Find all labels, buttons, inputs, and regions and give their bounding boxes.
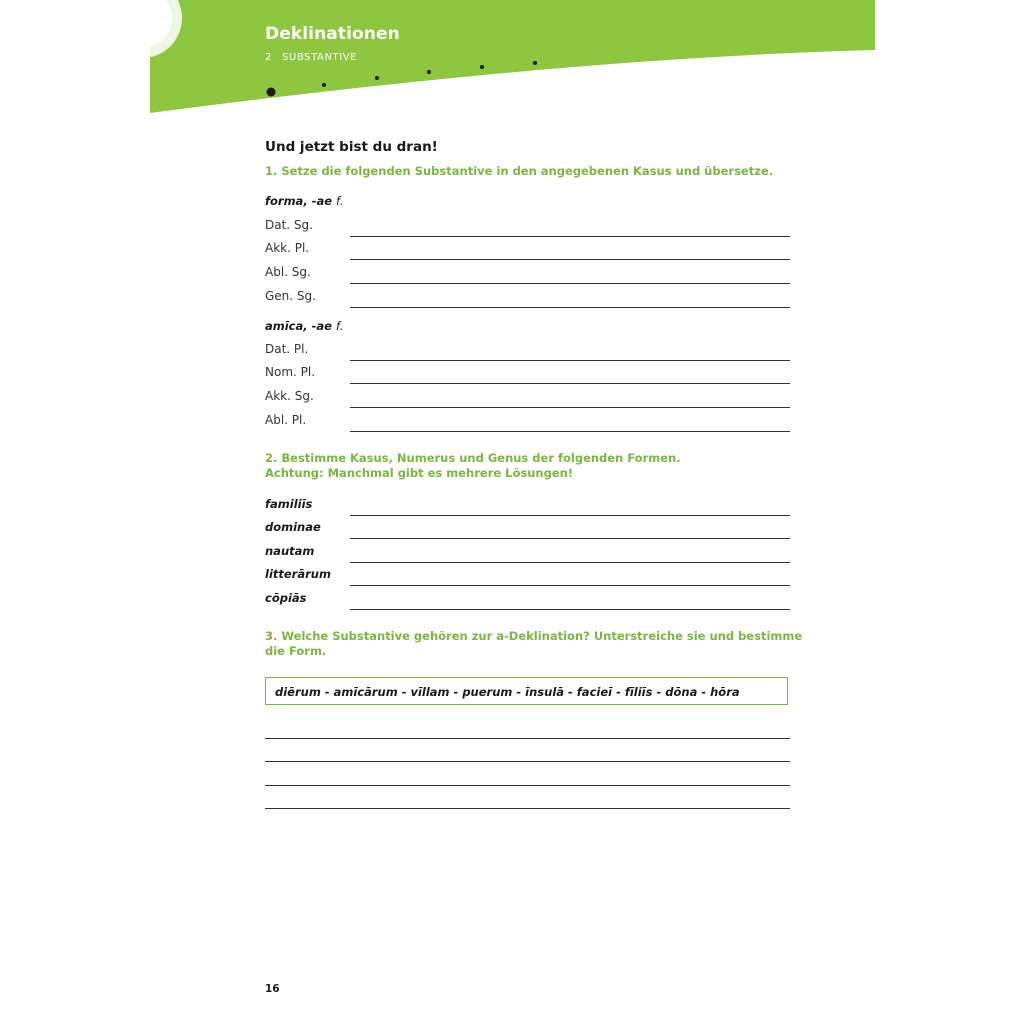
task1-row [265,413,790,429]
answer-line[interactable] [350,515,790,516]
task1-row [265,265,790,281]
task2-row [265,497,790,513]
task1-row [265,289,790,305]
task1-row [265,342,790,358]
header-dot [427,70,431,74]
task1-word-1 [265,194,344,208]
answer-line[interactable] [350,360,790,361]
case-label: Dat. Pl. [265,342,309,356]
chapter-title: Deklinationen [265,24,400,44]
case-label: Abl. Sg. [265,265,311,279]
answer-line[interactable] [350,407,790,408]
task2-row [265,591,790,607]
case-label: Akk. Sg. [265,389,314,403]
form-label: litterārum [265,567,331,581]
task2-row [265,520,790,536]
answer-line[interactable] [350,431,790,432]
header-banner [150,0,875,120]
answer-line[interactable] [350,259,790,260]
task3-instruction [265,629,802,659]
worksheet-page [150,0,875,1024]
chapter-label: SUBSTANTIVE [281,52,358,63]
case-label: Gen. Sg. [265,289,316,303]
case-label: Akk. Pl. [265,241,310,255]
word-list-box [265,677,788,705]
answer-line[interactable] [350,585,790,586]
answer-line[interactable] [350,307,790,308]
word-lemma: amīca, -ae [265,319,332,333]
task1-instruction: 1. Setze die folgenden Substantive in den angegebenen Kasus und übersetze. [265,164,774,178]
task1-row [265,241,790,257]
page-number: 16 [265,983,280,995]
word-gender: f. [335,319,344,333]
task3-instruction-line1: 3. Welche Substantive gehören zur a-Deklination? Unterstreiche sie und bestimme [265,629,803,643]
header-green-wave [150,0,875,113]
form-label: dominae [265,520,321,534]
task2-row [265,544,790,560]
header-dot [322,83,326,87]
answer-line[interactable] [350,283,790,284]
answer-line[interactable] [265,761,790,762]
task2-instruction-line1: 2. Bestimme Kasus, Numerus und Genus der folgenden Formen. [265,451,681,465]
task2-instruction-line2: Achtung: Manchmal gibt es mehrere Lösungen! [265,466,574,480]
answer-line[interactable] [350,562,790,563]
answer-line[interactable] [265,785,790,786]
answer-line[interactable] [350,538,790,539]
answer-line[interactable] [265,808,790,809]
chapter-subtitle [265,52,357,63]
task1-word-2 [265,319,344,333]
answer-line[interactable] [350,609,790,610]
task3-instruction-line2: die Form. [265,644,327,658]
task2-instruction [265,451,681,481]
header-dot [480,65,484,69]
case-label: Abl. Pl. [265,413,307,427]
task1-row [265,218,790,234]
form-label: familiīs [265,497,313,511]
word-list[interactable]: diērum - amīcārum - vīllam - puerum - īnsulā - facieī - fīliīs - dōna - hōra [275,685,740,699]
header-dot [267,88,276,97]
answer-line[interactable] [265,738,790,739]
header-dot [375,76,379,80]
task1-row [265,365,790,381]
case-label: Nom. Pl. [265,365,316,379]
case-label: Dat. Sg. [265,218,313,232]
word-gender: f. [336,194,344,208]
task1-row [265,389,790,405]
answer-line[interactable] [350,383,790,384]
chapter-number: 2 [265,52,272,63]
task2-row [265,567,790,583]
answer-line[interactable] [350,236,790,237]
header-dot [533,61,537,65]
intro-heading: Und jetzt bist du dran! [265,139,438,155]
word-lemma: forma, -ae [265,194,333,208]
form-label: cōpiās [265,591,307,605]
form-label: nautam [265,544,315,558]
